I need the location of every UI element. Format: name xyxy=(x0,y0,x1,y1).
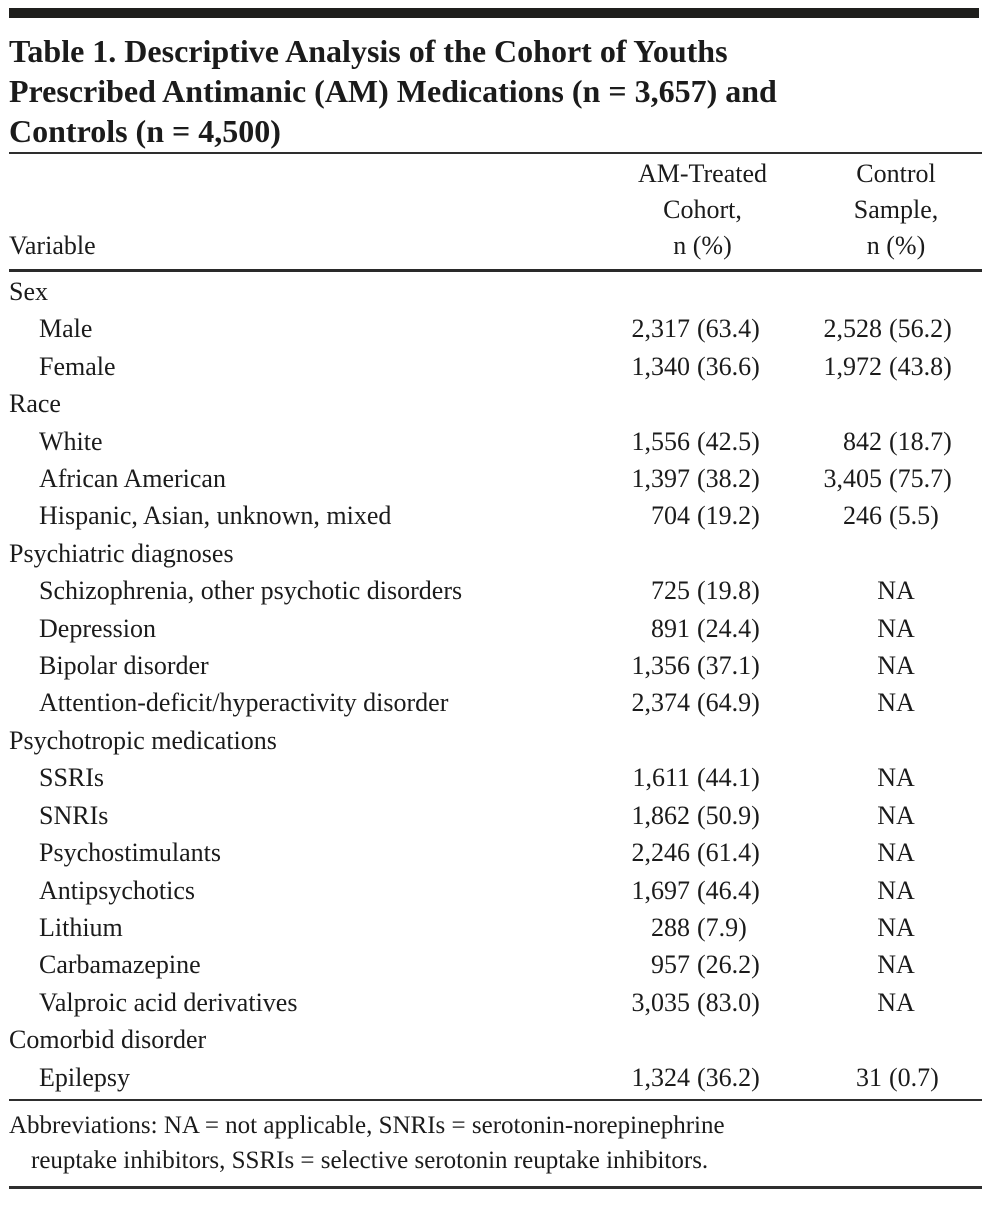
row-label: Psychostimulants xyxy=(39,838,222,868)
row-label: Epilepsy xyxy=(39,1062,130,1092)
am-count: 1,556 xyxy=(631,426,690,456)
am-value-cell xyxy=(595,572,810,609)
row-label: SSRIs xyxy=(39,763,105,793)
control-value-cell xyxy=(810,610,982,647)
am-value-cell xyxy=(595,423,810,460)
am-count: 2,246 xyxy=(631,838,690,868)
control-value-cell xyxy=(810,872,982,909)
table-row xyxy=(9,460,982,497)
am-value-cell xyxy=(595,872,810,909)
control-na-value: NA xyxy=(877,576,915,606)
control-value-cell xyxy=(810,684,982,721)
row-label: Hispanic, Asian, unknown, mixed xyxy=(39,501,392,531)
am-percent: (37.1) xyxy=(697,651,760,681)
table-row xyxy=(9,423,982,460)
am-percent: (42.5) xyxy=(697,426,760,456)
am-percent: (44.1) xyxy=(697,763,760,793)
control-na-value: NA xyxy=(877,912,915,942)
am-value-cell xyxy=(595,834,810,871)
control-percent: (75.7) xyxy=(889,464,952,494)
am-percent: (83.0) xyxy=(697,987,760,1017)
control-percent: (18.7) xyxy=(889,426,952,456)
table-group-row xyxy=(9,1021,982,1058)
am-count: 1,340 xyxy=(631,351,690,381)
column-header-line: n (%) xyxy=(866,231,926,260)
am-value-cell xyxy=(595,946,810,983)
row-label: Lithium xyxy=(39,912,123,942)
table-title-line: Table 1. Descriptive Analysis of the Cohort of Youths xyxy=(9,33,728,69)
table-title-line: Prescribed Antimanic (AM) Medications (n = 3,657) and xyxy=(9,73,777,109)
am-count: 2,374 xyxy=(631,688,690,718)
control-count: 246 xyxy=(843,501,882,531)
control-value-cell xyxy=(810,759,982,796)
column-header-am-treated xyxy=(595,156,810,264)
control-na-value: NA xyxy=(877,763,915,793)
am-value-cell xyxy=(595,984,810,1021)
row-label: Female xyxy=(39,351,116,381)
table-row xyxy=(9,984,982,1021)
column-header-variable: Variable xyxy=(9,231,96,260)
table-row xyxy=(9,647,982,684)
control-count: 3,405 xyxy=(823,464,882,494)
am-value-cell xyxy=(595,497,810,534)
row-label: Psychiatric diagnoses xyxy=(9,538,234,568)
am-value-cell xyxy=(595,759,810,796)
control-percent: (0.7) xyxy=(889,1062,939,1092)
row-label: SNRIs xyxy=(39,800,109,830)
am-percent: (19.2) xyxy=(697,501,760,531)
control-value-cell xyxy=(810,1059,982,1096)
am-percent: (50.9) xyxy=(697,800,760,830)
table-group-row xyxy=(9,385,982,422)
am-percent: (64.9) xyxy=(697,688,760,718)
row-label: Psychotropic medications xyxy=(9,725,277,755)
row-label: Carbamazepine xyxy=(39,950,201,980)
am-count: 1,324 xyxy=(631,1062,690,1092)
am-count: 2,317 xyxy=(631,314,690,344)
am-count: 1,862 xyxy=(631,800,690,830)
am-percent: (19.8) xyxy=(697,576,760,606)
top-rule-bar xyxy=(9,8,979,18)
am-percent: (36.2) xyxy=(697,1062,760,1092)
table-header xyxy=(9,154,982,269)
table-row xyxy=(9,684,982,721)
am-percent: (26.2) xyxy=(697,950,760,980)
control-value-cell xyxy=(810,647,982,684)
control-count: 31 xyxy=(856,1062,882,1092)
row-label: Race xyxy=(9,389,61,419)
row-label: Antipsychotics xyxy=(39,875,195,905)
am-count: 891 xyxy=(651,613,690,643)
control-value-cell xyxy=(810,797,982,834)
table-row xyxy=(9,572,982,609)
table-row xyxy=(9,759,982,796)
am-count: 957 xyxy=(651,950,690,980)
control-na-value: NA xyxy=(877,800,915,830)
row-label: Comorbid disorder xyxy=(9,1025,207,1055)
am-value-cell xyxy=(595,647,810,684)
table-row xyxy=(9,348,982,385)
control-count: 842 xyxy=(843,426,882,456)
control-percent: (43.8) xyxy=(889,351,952,381)
table-group-row xyxy=(9,273,982,310)
control-na-value: NA xyxy=(877,987,915,1017)
row-label: Schizophrenia, other psychotic disorders xyxy=(39,576,463,606)
control-na-value: NA xyxy=(877,875,915,905)
table-title-line: Controls (n = 4,500) xyxy=(9,113,281,149)
row-label: African American xyxy=(39,464,226,494)
am-count: 704 xyxy=(651,501,690,531)
control-value-cell xyxy=(810,984,982,1021)
control-value-cell xyxy=(810,946,982,983)
control-value-cell xyxy=(810,460,982,497)
table-body xyxy=(9,272,982,1096)
column-header-line: AM-Treated xyxy=(637,159,768,188)
am-count: 3,035 xyxy=(631,987,690,1017)
control-value-cell xyxy=(810,572,982,609)
am-percent: (63.4) xyxy=(697,314,760,344)
am-percent: (36.6) xyxy=(697,351,760,381)
row-label: Attention-deficit/hyperactivity disorder xyxy=(39,688,449,718)
control-na-value: NA xyxy=(877,950,915,980)
am-value-cell xyxy=(595,460,810,497)
am-value-cell xyxy=(595,909,810,946)
table-group-row xyxy=(9,535,982,572)
am-percent: (46.4) xyxy=(697,875,760,905)
control-count: 2,528 xyxy=(823,314,882,344)
column-header-line: Sample, xyxy=(853,195,939,224)
footnote-line: Abbreviations: NA = not applicable, SNRIs = serotonin-norepinephrine xyxy=(9,1111,725,1139)
control-na-value: NA xyxy=(877,688,915,718)
table-row xyxy=(9,834,982,871)
row-label: Male xyxy=(39,314,93,344)
am-count: 1,697 xyxy=(631,875,690,905)
table-row xyxy=(9,1059,982,1096)
control-value-cell xyxy=(810,834,982,871)
am-value-cell xyxy=(595,797,810,834)
am-count: 1,611 xyxy=(632,763,690,793)
bottom-divider xyxy=(9,1186,982,1189)
control-value-cell xyxy=(810,423,982,460)
am-value-cell xyxy=(595,310,810,347)
am-count: 1,397 xyxy=(631,464,690,494)
table-footnote xyxy=(9,1101,982,1186)
row-label: Valproic acid derivatives xyxy=(39,987,298,1017)
am-count: 725 xyxy=(651,576,690,606)
table-row xyxy=(9,946,982,983)
am-percent: (24.4) xyxy=(697,613,760,643)
control-value-cell xyxy=(810,348,982,385)
control-na-value: NA xyxy=(877,613,915,643)
column-header-line: n (%) xyxy=(673,231,732,260)
am-percent: (61.4) xyxy=(697,838,760,868)
column-header-control xyxy=(810,156,982,264)
control-percent: (5.5) xyxy=(889,501,939,531)
row-label: Sex xyxy=(9,277,48,306)
column-header-line: Cohort, xyxy=(663,195,742,224)
am-percent: (38.2) xyxy=(697,464,760,494)
row-label: White xyxy=(39,426,103,456)
am-value-cell xyxy=(595,684,810,721)
control-value-cell xyxy=(810,497,982,534)
column-header-line: Control xyxy=(856,159,936,188)
table-row xyxy=(9,909,982,946)
table-row xyxy=(9,872,982,909)
am-value-cell xyxy=(595,348,810,385)
am-percent: (7.9) xyxy=(697,912,747,942)
am-count: 1,356 xyxy=(631,651,690,681)
footnote-line: reuptake inhibitors, SSRIs = selective serotonin reuptake inhibitors. xyxy=(31,1146,709,1174)
control-value-cell xyxy=(810,310,982,347)
table-row xyxy=(9,497,982,534)
control-na-value: NA xyxy=(877,838,915,868)
table-row xyxy=(9,797,982,834)
table-row xyxy=(9,610,982,647)
control-na-value: NA xyxy=(877,651,915,681)
am-count: 288 xyxy=(651,912,690,942)
am-value-cell xyxy=(595,1059,810,1096)
am-value-cell xyxy=(595,610,810,647)
table-row xyxy=(9,310,982,347)
row-label: Depression xyxy=(39,613,156,643)
control-value-cell xyxy=(810,909,982,946)
table-title xyxy=(9,31,982,151)
row-label: Bipolar disorder xyxy=(39,651,209,681)
table-group-row xyxy=(9,722,982,759)
control-percent: (56.2) xyxy=(889,314,952,344)
control-count: 1,972 xyxy=(823,351,882,381)
